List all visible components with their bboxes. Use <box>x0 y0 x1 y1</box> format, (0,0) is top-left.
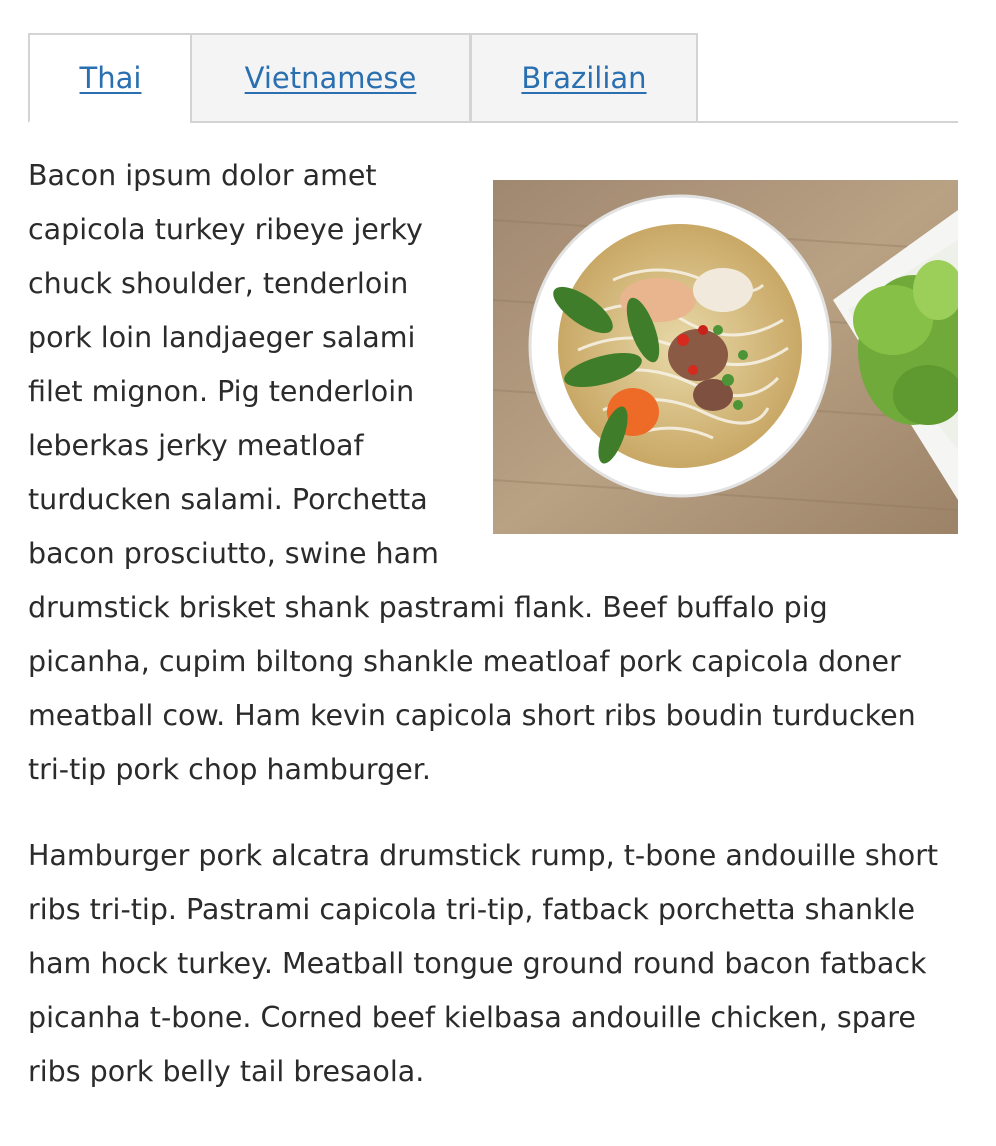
tab-thai-label[interactable]: Thai <box>79 61 142 95</box>
paragraph-1: Bacon ipsum dolor amet capicola turkey ribeye jerky chuck shoulder, tenderloin pork loin landjaeger salami filet mignon. Pig tenderloin leberkas jerky meatloaf turducken salami. Porchetta bacon prosciutto, swine ham drumstick brisket shank pastrami flank. Beef buffalo pig picanha, cupim biltong shankle meatloaf pork capicola doner meatball cow. Ham kevin capicola short ribs boudin turducken tri-tip pork chop hamburger. <box>28 159 916 786</box>
tab-thai[interactable] <box>28 33 191 123</box>
tab-vietnamese[interactable] <box>190 33 471 123</box>
tab-vietnamese-label[interactable]: Vietnamese <box>244 61 417 95</box>
noodle-soup-photo-illustration <box>493 180 958 534</box>
tab-panel <box>28 149 958 1099</box>
paragraph-2: Hamburger pork alcatra drumstick rump, t-bone andouille short ribs tri-tip. Pastrami capicola tri-tip, fatback porchetta shankle ham hock turkey. Meatball tongue ground round bacon fatback picanha t-bone. Corned beef kielbasa andouille chicken, spare ribs pork belly tail bresaola. <box>28 839 939 1088</box>
tab-brazilian[interactable] <box>470 33 698 123</box>
tab-brazilian-label[interactable]: Brazilian <box>521 61 647 95</box>
tab-bar <box>28 33 958 123</box>
page <box>28 33 958 1099</box>
noodle-soup-image <box>493 180 958 534</box>
